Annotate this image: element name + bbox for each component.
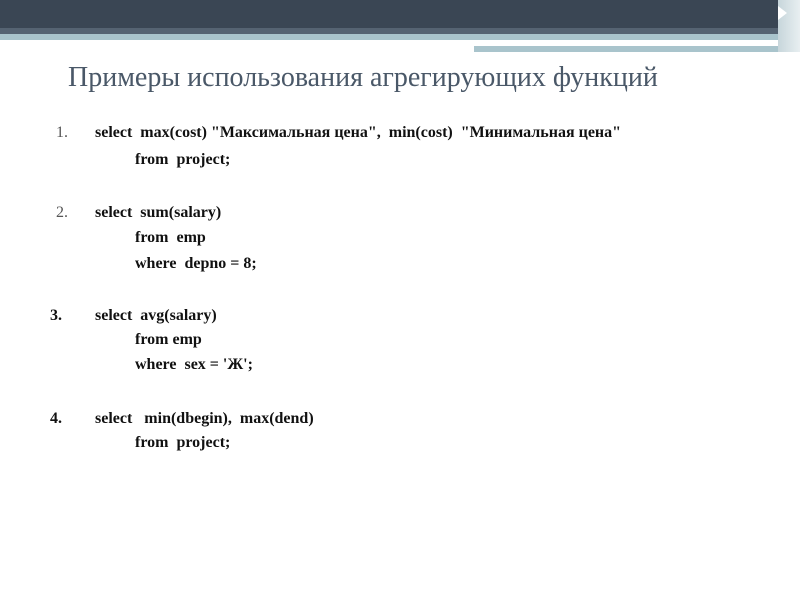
- accent-bar-short: [474, 46, 800, 52]
- example-number: 3.: [50, 307, 62, 324]
- header-bar: [0, 0, 800, 28]
- code-line: select max(cost) "Максимальная цена", min(cost) "Минимальная цена": [95, 124, 622, 141]
- example-number: 1.: [56, 124, 68, 141]
- code-line: where depno = 8;: [135, 255, 257, 272]
- code-line: select sum(salary): [95, 204, 222, 221]
- code-line: from project;: [135, 151, 231, 168]
- slide-title: Примеры использования агрегирующих функций: [68, 62, 658, 93]
- code-line: where sex = 'Ж';: [135, 356, 253, 373]
- triangle-icon: [778, 6, 787, 20]
- code-line: select avg(salary): [95, 307, 217, 324]
- code-line: from emp: [135, 331, 202, 348]
- example-number: 4.: [50, 410, 62, 427]
- code-line: from emp: [135, 229, 206, 246]
- example-number: 2.: [56, 204, 68, 221]
- code-line: select min(dbegin), max(dend): [95, 410, 314, 427]
- accent-bar: [0, 34, 800, 40]
- code-line: from project;: [135, 434, 231, 451]
